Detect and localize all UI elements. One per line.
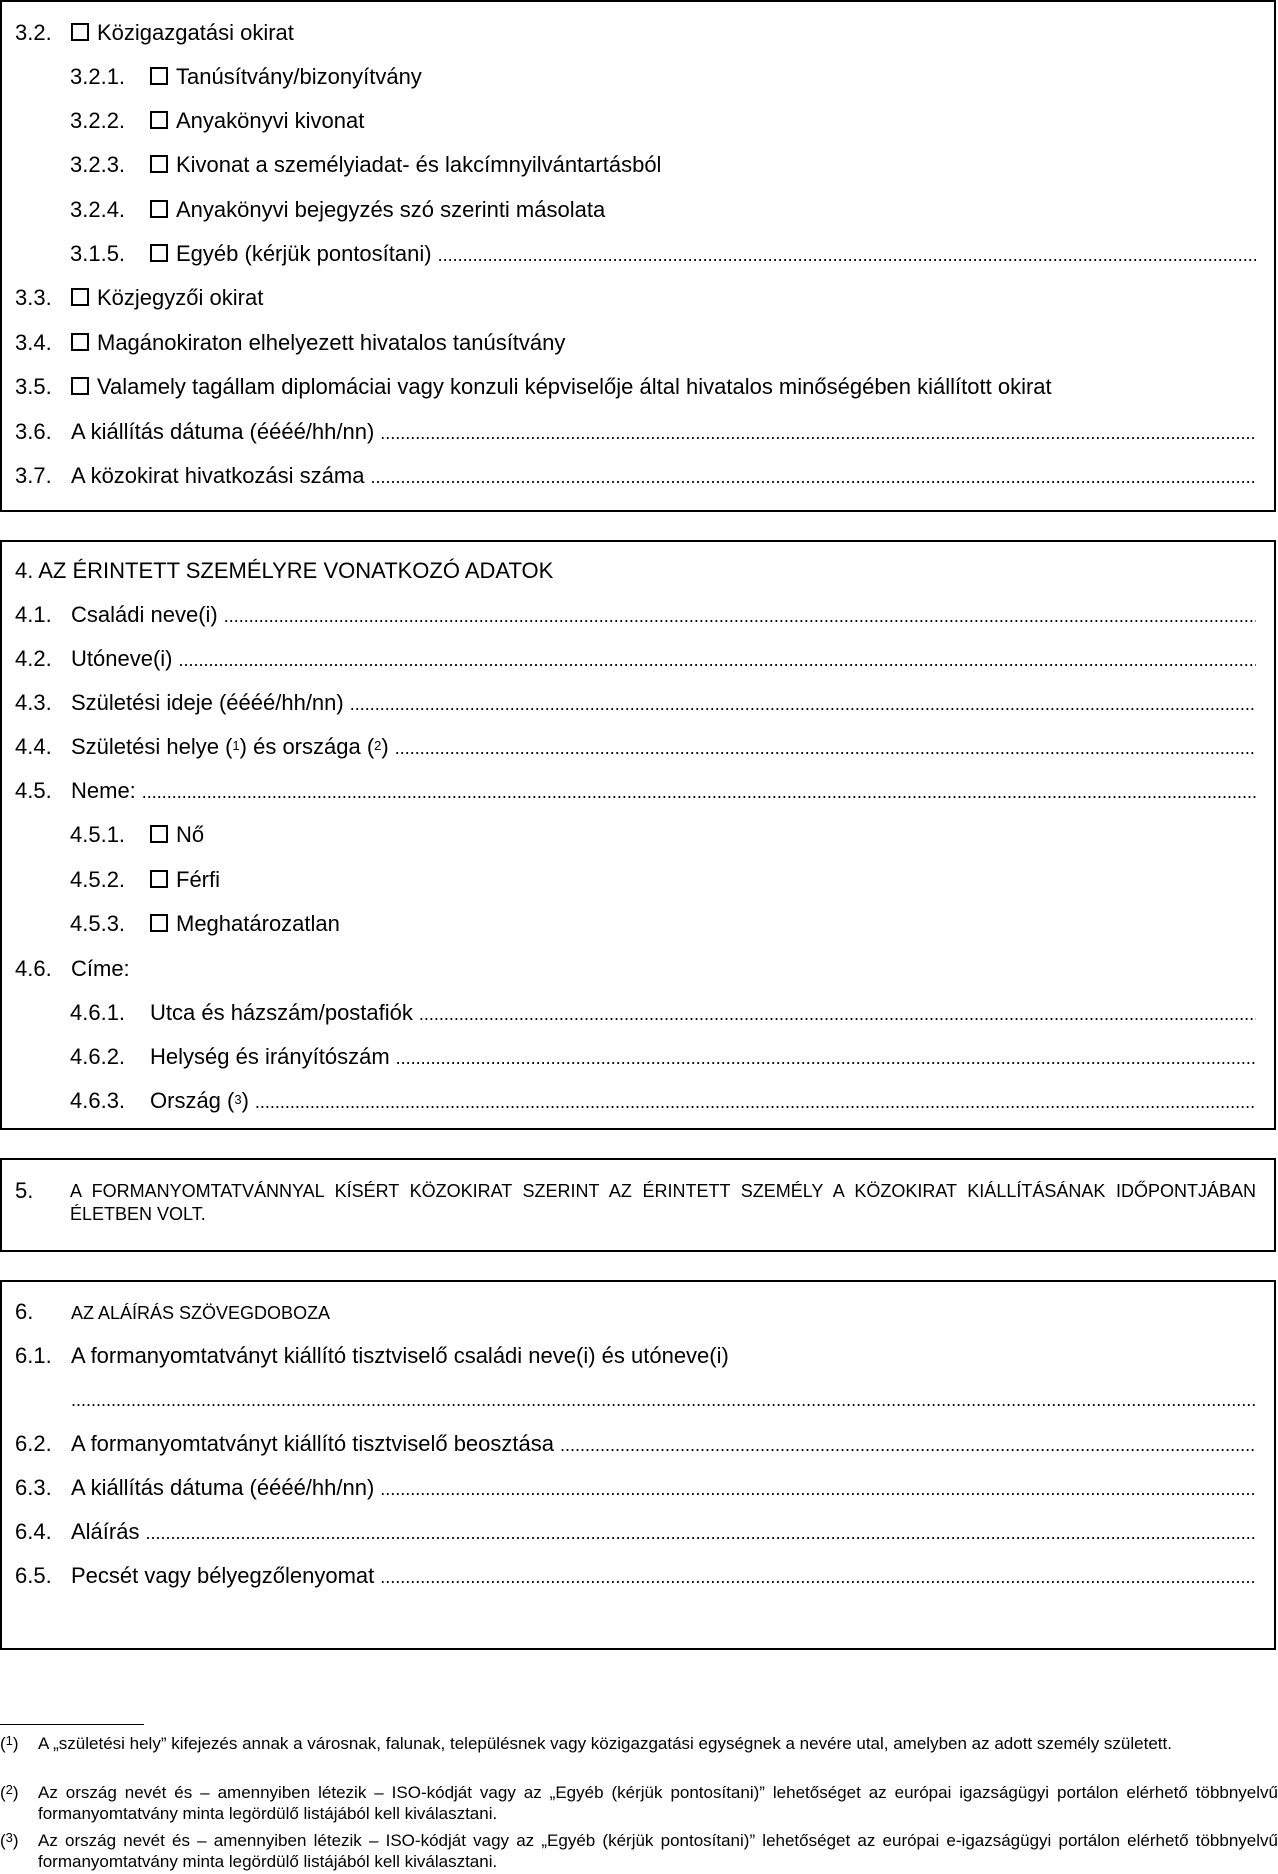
item-number: 4.6.1.	[70, 1000, 126, 1025]
label-part: )	[241, 1088, 249, 1113]
row-3-2	[15, 18, 294, 48]
row-3-2-2	[70, 106, 364, 136]
item-number: 4.3.	[15, 690, 52, 715]
item-number: 3.6.	[15, 419, 52, 444]
item-number: 6.	[15, 1299, 34, 1324]
item-label: Pecsét vagy bélyegzőlenyomat	[71, 1563, 375, 1588]
row-4-5	[15, 776, 1256, 806]
item-number: 6.1.	[15, 1343, 52, 1368]
item-number: 3.2.4.	[70, 197, 126, 222]
item-number: 4.6.2.	[70, 1044, 126, 1069]
item-number: 3.2.	[15, 20, 52, 45]
item-number: 4.1.	[15, 602, 52, 627]
item-label: Magánokiraton elhelyezett hivatalos tanúsítvány	[97, 330, 566, 355]
label-part: )	[381, 734, 389, 759]
mark-part: )	[12, 1831, 19, 1850]
item-label: Családi neve(i)	[71, 602, 218, 627]
row-6-1	[15, 1341, 729, 1371]
checkbox-kozigazgatasi-okirat[interactable]	[71, 23, 89, 41]
footnote-ref-3: 3	[234, 1092, 242, 1107]
row-3-1-5	[70, 239, 1256, 269]
footnote-text: Az ország nevét és – amennyiben létezik – ISO-kódját vagy az „Egyéb (kérjük pontosítani)” lehetőséget az európai igazságügyi portálon elérhető többnyelvű formanyomtatvány minta legördülő listájából kell kiválasztani.	[38, 1783, 1278, 1823]
row-6-5	[15, 1561, 1256, 1591]
item-label: Kivonat a személyiadat- és lakcímnyilvántartásból	[176, 152, 662, 177]
item-number: 3.7.	[15, 463, 52, 488]
item-label: A közokirat hivatkozási száma	[71, 463, 365, 488]
item-label: Valamely tagállam diplomáciai vagy konzuli képviselője által hivatalos minőségében kiállított okirat	[97, 374, 1052, 399]
fill-in-line[interactable]	[370, 462, 1256, 492]
item-label: Tanúsítvány/bizonyítvány	[176, 64, 422, 89]
item-number: 6.4.	[15, 1519, 52, 1544]
item-number: 4.5.1.	[70, 822, 126, 847]
item-number: 3.3.	[15, 285, 52, 310]
mark-number: 1	[5, 1733, 13, 1748]
item-label: Meghatározatlan	[176, 911, 340, 936]
row-3-4	[15, 328, 565, 358]
item-label: A formanyomtatványt kiállító tisztviselő beosztása	[71, 1431, 554, 1456]
checkbox-diplomaciai-okirat[interactable]	[71, 377, 89, 395]
item-label: Nő	[176, 822, 205, 847]
row-3-2-1	[70, 62, 422, 92]
row-4-4	[15, 732, 1256, 762]
row-4-6-3	[70, 1086, 1256, 1116]
fill-in-line[interactable]	[255, 1087, 1256, 1117]
fill-in-line[interactable]	[142, 777, 1256, 807]
mark-part: )	[12, 1783, 19, 1802]
section-6-box	[0, 1280, 1276, 1650]
row-4-1	[15, 600, 1256, 630]
checkbox-tanusitvany[interactable]	[150, 67, 168, 85]
item-label: Egyéb (kérjük pontosítani)	[176, 241, 432, 266]
checkbox-egyeb[interactable]	[150, 244, 168, 262]
footnote-separator	[0, 1724, 144, 1725]
item-label: Férfi	[176, 867, 220, 892]
item-label: A kiállítás dátuma (éééé/hh/nn)	[71, 419, 375, 444]
row-6-1-fill	[65, 1385, 1256, 1415]
row-6-2	[15, 1429, 1256, 1459]
footnote-text: A „születési hely” kifejezés annak a városnak, falunak, településnek vagy közigazgatási egységnek a nevére utal, amelyben az adott személy született.	[38, 1734, 1172, 1753]
fill-in-line[interactable]	[145, 1518, 1256, 1548]
row-4-6-2	[70, 1042, 1256, 1072]
row-3-5	[15, 372, 1052, 402]
item-label: Anyakönyvi bejegyzés szó szerinti másolata	[176, 197, 606, 222]
item-number: 4.5.2.	[70, 867, 126, 892]
checkbox-maganokirat[interactable]	[71, 333, 89, 351]
item-label: Születési ideje (éééé/hh/nn)	[71, 690, 344, 715]
item-number: 3.2.1.	[70, 64, 126, 89]
item-label: A kiállítás dátuma (éééé/hh/nn)	[71, 1475, 375, 1500]
row-4-5-3	[70, 909, 340, 939]
row-3-6	[15, 417, 1256, 447]
fill-in-line[interactable]	[560, 1430, 1256, 1460]
mark-number: 2	[5, 1782, 13, 1797]
row-3-3	[15, 283, 263, 313]
item-number: 3.4.	[15, 330, 52, 355]
item-number: 3.5.	[15, 374, 52, 399]
fill-in-line[interactable]	[178, 645, 1256, 675]
item-label	[150, 1086, 249, 1116]
fill-in-line[interactable]	[395, 733, 1256, 763]
checkbox-meghatarozatlan[interactable]	[150, 914, 168, 932]
section-5-statement: A FORMANYOMTATVÁNNYAL KÍSÉRT KÖZOKIRAT SZERINT AZ ÉRINTETT SZEMÉLY A KÖZOKIRAT KIÁLLÍTÁSÁNAK IDŐPONTJÁBAN ÉLETBEN VOLT.	[70, 1181, 1256, 1224]
mark-part: (	[0, 1783, 6, 1802]
footnote-ref-2: 2	[374, 738, 382, 753]
row-3-2-4	[70, 195, 605, 225]
row-4-6-1	[70, 998, 1256, 1028]
mark-part: )	[12, 1734, 19, 1753]
checkbox-kozjegyzoi-okirat[interactable]	[71, 288, 89, 306]
footnote-text: Az ország nevét és – amennyiben létezik – ISO-kódját vagy az „Egyéb (kérjük pontosítani)” lehetőséget az európai e-igazságügyi portálon elérhető többnyelvű formanyomtatvány minta legördülő listájából kell kiválasztani.	[38, 1831, 1278, 1871]
item-number: 3.1.5.	[70, 241, 126, 266]
item-number: 4.5.	[15, 778, 52, 803]
footnote-mark	[0, 1733, 19, 1754]
item-number: 6.3.	[15, 1475, 52, 1500]
label-part: ) és országa (	[239, 734, 375, 759]
checkbox-no[interactable]	[150, 825, 168, 843]
item-number: 6.2.	[15, 1431, 52, 1456]
row-6-4	[15, 1517, 1256, 1547]
checkbox-anyakonyvi-bejegyzes[interactable]	[150, 200, 168, 218]
row-4-5-2	[70, 865, 220, 895]
item-label: Utca és házszám/postafiók	[150, 1000, 413, 1025]
label-part: Születési helye (	[71, 734, 233, 759]
item-label: Anyakönyvi kivonat	[176, 108, 365, 133]
fill-in-line[interactable]	[396, 1043, 1256, 1073]
item-label: Közigazgatási okirat	[97, 20, 294, 45]
row-6-3	[15, 1473, 1256, 1503]
row-3-7	[15, 461, 1256, 491]
fill-in-line[interactable]	[380, 1562, 1256, 1592]
row-4-6	[15, 954, 130, 984]
section-6-title	[15, 1297, 330, 1327]
footnote-mark	[0, 1782, 19, 1803]
checkbox-anyakonyvi-kivonat[interactable]	[150, 111, 168, 129]
fill-in-line[interactable]	[438, 240, 1256, 270]
item-number: 6.5.	[15, 1563, 52, 1588]
fill-in-line[interactable]	[380, 418, 1256, 448]
fill-in-line[interactable]	[224, 601, 1256, 631]
mark-part: (	[0, 1831, 6, 1850]
label-part: Ország (	[150, 1088, 235, 1113]
item-label: Neme:	[71, 778, 136, 803]
mark-part: (	[0, 1734, 6, 1753]
item-number: 4.6.	[15, 956, 52, 981]
fill-in-line[interactable]	[350, 689, 1256, 719]
row-4-2	[15, 644, 1256, 674]
item-number: 3.2.3.	[70, 152, 126, 177]
item-label: Címe:	[71, 956, 130, 981]
footnote-ref-1: 1	[232, 738, 240, 753]
fill-in-line[interactable]	[71, 1385, 1256, 1415]
section-4-title	[15, 556, 553, 586]
item-number: 4.2.	[15, 646, 52, 671]
mark-number: 3	[5, 1830, 13, 1845]
checkbox-kivonat-nyilvantartas[interactable]	[150, 155, 168, 173]
item-label: Aláírás	[71, 1519, 140, 1544]
row-3-2-3	[70, 150, 661, 180]
section-5-number	[15, 1176, 33, 1206]
row-4-3	[15, 688, 1256, 718]
item-label	[71, 732, 389, 762]
section-title: 4. AZ ÉRINTETT SZEMÉLYRE VONATKOZÓ ADATOK	[15, 558, 554, 583]
item-number: 3.2.2.	[70, 108, 126, 133]
item-number: 4.6.3.	[70, 1088, 126, 1113]
item-label: Helység és irányítószám	[150, 1044, 390, 1069]
item-label: A formanyomtatványt kiállító tisztviselő családi neve(i) és utóneve(i)	[71, 1343, 729, 1368]
row-4-5-1	[70, 820, 204, 850]
fill-in-line[interactable]	[380, 1474, 1256, 1504]
item-label: Közjegyzői okirat	[97, 285, 264, 310]
item-number: 4.4.	[15, 734, 52, 759]
item-number: 4.5.3.	[70, 911, 126, 936]
item-number: 5.	[15, 1178, 34, 1203]
checkbox-ferfi[interactable]	[150, 870, 168, 888]
footnote-mark	[0, 1830, 19, 1851]
section-title: AZ ALÁÍRÁS SZÖVEGDOBOZA	[71, 1303, 331, 1323]
item-label: Utóneve(i)	[71, 646, 173, 671]
fill-in-line[interactable]	[419, 999, 1256, 1029]
